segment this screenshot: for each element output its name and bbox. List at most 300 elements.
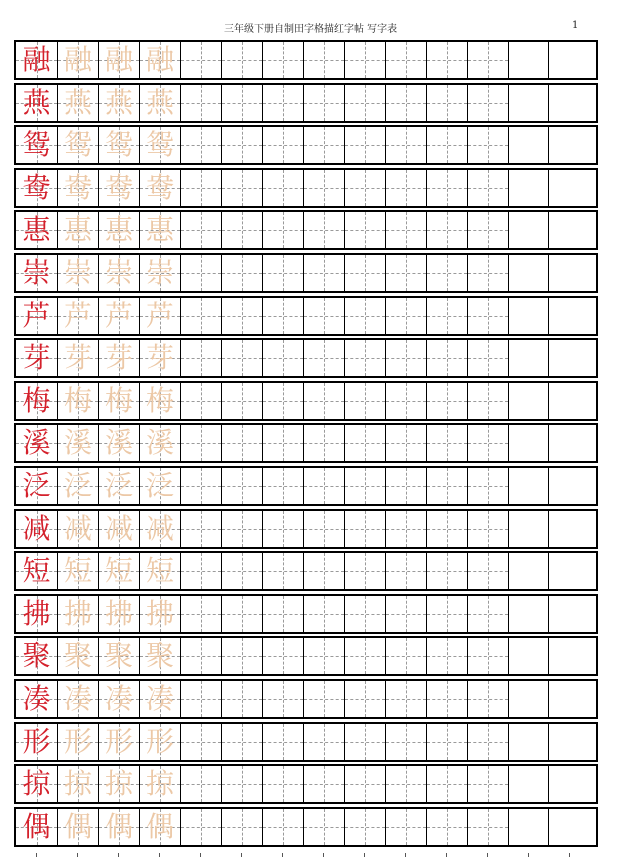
practice-cell (180, 127, 221, 163)
practice-cell (180, 255, 221, 291)
trace-cell (98, 340, 139, 376)
practice-cell (344, 212, 385, 248)
practice-cell (467, 255, 508, 291)
blank-box (508, 596, 548, 632)
guide-line-vertical (201, 383, 202, 419)
practice-cell (385, 681, 426, 717)
model-character: 泛 (22, 469, 51, 502)
trace-cell (98, 468, 139, 504)
model-character: 溪 (22, 426, 51, 460)
guide-line-vertical (201, 298, 202, 334)
trace-character: 鸯 (104, 170, 133, 204)
practice-cell (467, 170, 508, 206)
blank-box (548, 425, 596, 461)
trace-character: 燕 (145, 85, 174, 119)
practice-row (14, 125, 598, 165)
trace-cell (139, 553, 180, 589)
guide-line-vertical (447, 340, 448, 376)
trace-character: 惠 (63, 213, 92, 247)
guide-line-vertical (447, 255, 448, 291)
guide-line-vertical (242, 340, 243, 376)
practice-cell (344, 170, 385, 206)
practice-cell (262, 383, 303, 419)
model-cell (16, 255, 57, 291)
practice-cell (221, 724, 262, 760)
practice-cell (344, 42, 385, 78)
practice-cell (344, 553, 385, 589)
guide-line-vertical (242, 127, 243, 163)
trace-character: 溪 (63, 426, 92, 460)
practice-cell (303, 212, 344, 248)
practice-cell (262, 170, 303, 206)
model-character: 凑 (22, 682, 51, 715)
guide-line-vertical (242, 255, 243, 291)
practice-cell (344, 85, 385, 121)
trace-character: 泛 (63, 469, 92, 502)
guide-line-vertical (201, 255, 202, 291)
practice-cell (344, 596, 385, 632)
guide-line-vertical (324, 383, 325, 419)
guide-line-vertical (283, 170, 284, 206)
practice-cell (221, 383, 262, 419)
trace-cell (98, 809, 139, 845)
guide-line-vertical (242, 553, 243, 589)
practice-cell (344, 298, 385, 334)
practice-cell (467, 212, 508, 248)
guide-line-vertical (283, 468, 284, 504)
trace-cell (98, 553, 139, 589)
page-header (0, 0, 638, 40)
trace-cell (57, 766, 98, 802)
practice-cell (262, 127, 303, 163)
trace-character: 崇 (145, 256, 174, 289)
trace-cell (98, 212, 139, 248)
trace-cell (139, 468, 180, 504)
trace-cell (139, 170, 180, 206)
guide-line-vertical (406, 212, 407, 248)
guide-line-vertical (406, 553, 407, 589)
practice-row (14, 338, 598, 378)
model-character: 芽 (22, 341, 51, 375)
guide-line-vertical (283, 42, 284, 78)
practice-cell (180, 553, 221, 589)
blank-box (508, 298, 548, 334)
practice-cell (385, 638, 426, 674)
practice-cell (467, 511, 508, 547)
trace-cell (57, 212, 98, 248)
practice-cell (385, 468, 426, 504)
guide-line-vertical (324, 255, 325, 291)
trace-cell (57, 340, 98, 376)
guide-line-vertical (447, 383, 448, 419)
trace-cell (139, 766, 180, 802)
guide-line-vertical (201, 170, 202, 206)
trace-character: 泛 (104, 469, 133, 502)
model-cell (16, 85, 57, 121)
guide-line-vertical (324, 596, 325, 632)
practice-cell (426, 638, 467, 674)
practice-cell (180, 468, 221, 504)
blank-box (548, 766, 596, 802)
trace-cell (98, 681, 139, 717)
guide-line-vertical (447, 809, 448, 845)
guide-line-vertical (283, 127, 284, 163)
trace-character: 鸯 (63, 170, 92, 204)
guide-line-vertical (201, 724, 202, 760)
practice-row (14, 381, 598, 421)
practice-cell (262, 553, 303, 589)
practice-cell (385, 809, 426, 845)
guide-line-vertical (201, 766, 202, 802)
practice-cell (180, 425, 221, 461)
model-cell (16, 809, 57, 845)
trace-cell (57, 724, 98, 760)
blank-box (508, 255, 548, 291)
practice-cell (344, 766, 385, 802)
practice-cell (467, 553, 508, 589)
guide-line-vertical (406, 596, 407, 632)
practice-cell (180, 681, 221, 717)
guide-line-vertical (283, 255, 284, 291)
practice-cell (262, 681, 303, 717)
guide-line-vertical (324, 681, 325, 717)
practice-cell (426, 212, 467, 248)
blank-box (508, 724, 548, 760)
model-cell (16, 511, 57, 547)
guide-line-vertical (324, 809, 325, 845)
practice-cell (385, 127, 426, 163)
trace-character: 溪 (145, 426, 174, 460)
model-character: 芦 (22, 298, 51, 332)
practice-row (14, 466, 598, 506)
guide-line-vertical (488, 340, 489, 376)
practice-cell (467, 298, 508, 334)
practice-cell (426, 425, 467, 461)
guide-line-vertical (324, 42, 325, 78)
practice-cell (221, 681, 262, 717)
guide-line-vertical (447, 724, 448, 760)
guide-line-vertical (447, 127, 448, 163)
tick-mark (323, 853, 324, 857)
trace-character: 惠 (104, 213, 133, 247)
practice-cell (180, 170, 221, 206)
practice-cell (262, 42, 303, 78)
practice-cell (180, 809, 221, 845)
guide-line-vertical (242, 724, 243, 760)
guide-line-vertical (324, 468, 325, 504)
guide-line-vertical (201, 596, 202, 632)
practice-cell (426, 766, 467, 802)
practice-row (14, 210, 598, 250)
practice-row (14, 423, 598, 463)
guide-line-vertical (488, 298, 489, 334)
writing-grid (14, 40, 598, 850)
guide-line-vertical (201, 85, 202, 121)
practice-cell (303, 638, 344, 674)
trace-cell (57, 425, 98, 461)
trace-character: 拂 (104, 596, 133, 630)
practice-cell (303, 511, 344, 547)
practice-cell (426, 42, 467, 78)
practice-cell (221, 85, 262, 121)
trace-character: 凑 (145, 682, 174, 715)
practice-cell (221, 809, 262, 845)
model-cell (16, 638, 57, 674)
practice-cell (180, 596, 221, 632)
guide-line-vertical (406, 809, 407, 845)
guide-line-vertical (242, 809, 243, 845)
trace-cell (98, 766, 139, 802)
practice-cell (221, 255, 262, 291)
practice-cell (467, 724, 508, 760)
guide-line-vertical (201, 468, 202, 504)
practice-cell (221, 468, 262, 504)
trace-character: 短 (63, 554, 92, 588)
blank-box (548, 553, 596, 589)
practice-cell (303, 127, 344, 163)
page-title: 三年级下册自制田字格描红字帖 写字表 (224, 24, 398, 35)
blank-box (508, 170, 548, 206)
trace-cell (139, 638, 180, 674)
practice-cell (426, 85, 467, 121)
guide-line-vertical (324, 85, 325, 121)
practice-cell (303, 255, 344, 291)
model-character: 掠 (22, 767, 51, 801)
guide-line-vertical (406, 42, 407, 78)
trace-character: 形 (63, 724, 92, 758)
trace-character: 掠 (104, 767, 133, 801)
practice-cell (344, 425, 385, 461)
guide-line-vertical (447, 681, 448, 717)
guide-line-vertical (406, 766, 407, 802)
trace-cell (57, 383, 98, 419)
model-character: 梅 (22, 383, 51, 417)
guide-line-vertical (406, 425, 407, 461)
practice-cell (385, 425, 426, 461)
model-character: 燕 (22, 85, 51, 119)
trace-cell (57, 511, 98, 547)
model-character: 崇 (22, 256, 51, 289)
guide-line-vertical (365, 468, 366, 504)
guide-line-vertical (488, 127, 489, 163)
guide-line-vertical (201, 511, 202, 547)
blank-box (548, 468, 596, 504)
practice-cell (426, 468, 467, 504)
trace-cell (57, 596, 98, 632)
practice-cell (303, 425, 344, 461)
guide-line-vertical (406, 638, 407, 674)
practice-cell (344, 468, 385, 504)
guide-line-vertical (406, 681, 407, 717)
practice-cell (221, 298, 262, 334)
trace-character: 鸳 (104, 128, 133, 162)
practice-cell (467, 638, 508, 674)
practice-cell (303, 298, 344, 334)
trace-cell (139, 511, 180, 547)
guide-line-vertical (283, 638, 284, 674)
guide-line-vertical (324, 425, 325, 461)
practice-cell (426, 255, 467, 291)
practice-cell (303, 468, 344, 504)
trace-cell (98, 596, 139, 632)
practice-cell (426, 383, 467, 419)
practice-row (14, 40, 598, 80)
blank-box (508, 681, 548, 717)
guide-line-vertical (365, 298, 366, 334)
trace-character: 聚 (104, 639, 133, 673)
practice-row (14, 679, 598, 719)
guide-line-vertical (365, 127, 366, 163)
trace-character: 掠 (145, 767, 174, 801)
guide-line-vertical (488, 383, 489, 419)
guide-line-vertical (488, 212, 489, 248)
trace-character: 偶 (145, 809, 174, 843)
practice-cell (344, 340, 385, 376)
guide-line-vertical (406, 468, 407, 504)
model-character: 聚 (22, 639, 51, 673)
trace-character: 形 (145, 724, 174, 758)
tick-mark (569, 853, 570, 857)
blank-box (548, 383, 596, 419)
tick-mark (446, 853, 447, 857)
practice-row (14, 807, 598, 847)
practice-cell (303, 340, 344, 376)
guide-line-vertical (365, 724, 366, 760)
guide-line-vertical (242, 170, 243, 206)
blank-box (508, 383, 548, 419)
guide-line-vertical (488, 809, 489, 845)
guide-line-vertical (488, 596, 489, 632)
blank-box (508, 425, 548, 461)
guide-line-vertical (283, 681, 284, 717)
guide-line-vertical (488, 766, 489, 802)
guide-line-vertical (283, 553, 284, 589)
guide-line-vertical (242, 425, 243, 461)
guide-line-vertical (201, 42, 202, 78)
practice-cell (303, 85, 344, 121)
practice-cell (221, 766, 262, 802)
practice-cell (262, 596, 303, 632)
trace-character: 溪 (104, 426, 133, 460)
trace-character: 减 (63, 511, 92, 545)
practice-cell (221, 425, 262, 461)
tick-mark (200, 853, 201, 857)
guide-line-vertical (242, 85, 243, 121)
blank-box (548, 255, 596, 291)
guide-line-vertical (406, 383, 407, 419)
trace-character: 芦 (145, 298, 174, 332)
guide-line-vertical (488, 255, 489, 291)
practice-cell (262, 340, 303, 376)
trace-character: 芦 (104, 298, 133, 332)
trace-cell (57, 255, 98, 291)
practice-cell (262, 298, 303, 334)
practice-cell (180, 212, 221, 248)
model-cell (16, 681, 57, 717)
guide-line-vertical (324, 638, 325, 674)
guide-line-vertical (406, 724, 407, 760)
practice-cell (180, 298, 221, 334)
practice-cell (344, 681, 385, 717)
practice-cell (221, 42, 262, 78)
practice-cell (303, 681, 344, 717)
guide-line-vertical (324, 298, 325, 334)
guide-line-vertical (283, 511, 284, 547)
guide-line-vertical (447, 638, 448, 674)
guide-line-vertical (242, 212, 243, 248)
guide-line-vertical (242, 511, 243, 547)
guide-line-vertical (488, 170, 489, 206)
guide-line-vertical (365, 425, 366, 461)
guide-line-vertical (201, 340, 202, 376)
practice-cell (344, 511, 385, 547)
trace-character: 燕 (104, 85, 133, 119)
practice-cell (467, 340, 508, 376)
practice-cell (385, 170, 426, 206)
model-character: 融 (22, 43, 51, 76)
practice-cell (262, 511, 303, 547)
blank-box (548, 127, 596, 163)
tick-mark (405, 853, 406, 857)
tick-mark (487, 853, 488, 857)
guide-line-vertical (406, 127, 407, 163)
practice-cell (426, 724, 467, 760)
practice-row (14, 551, 598, 591)
trace-cell (139, 298, 180, 334)
guide-line-vertical (365, 553, 366, 589)
practice-cell (385, 724, 426, 760)
trace-cell (139, 681, 180, 717)
practice-cell (303, 42, 344, 78)
practice-cell (303, 383, 344, 419)
guide-line-vertical (488, 85, 489, 121)
guide-line-vertical (447, 468, 448, 504)
practice-cell (180, 766, 221, 802)
practice-cell (221, 170, 262, 206)
practice-row (14, 594, 598, 634)
trace-cell (98, 42, 139, 78)
blank-box (548, 212, 596, 248)
model-character: 惠 (22, 213, 51, 247)
guide-line-vertical (488, 468, 489, 504)
practice-cell (344, 724, 385, 760)
trace-cell (98, 724, 139, 760)
guide-line-vertical (242, 681, 243, 717)
guide-line-vertical (406, 340, 407, 376)
guide-line-vertical (283, 766, 284, 802)
practice-cell (344, 255, 385, 291)
guide-line-vertical (406, 85, 407, 121)
practice-cell (180, 340, 221, 376)
guide-line-vertical (283, 298, 284, 334)
guide-line-vertical (242, 596, 243, 632)
practice-cell (467, 596, 508, 632)
tick-mark (282, 853, 283, 857)
practice-cell (426, 127, 467, 163)
practice-cell (426, 511, 467, 547)
blank-box (548, 85, 596, 121)
guide-line-vertical (365, 596, 366, 632)
practice-cell (426, 553, 467, 589)
practice-cell (467, 766, 508, 802)
trace-cell (57, 170, 98, 206)
practice-cell (426, 170, 467, 206)
guide-line-vertical (242, 298, 243, 334)
trace-cell (98, 298, 139, 334)
blank-box (508, 85, 548, 121)
practice-cell (221, 340, 262, 376)
practice-cell (221, 212, 262, 248)
